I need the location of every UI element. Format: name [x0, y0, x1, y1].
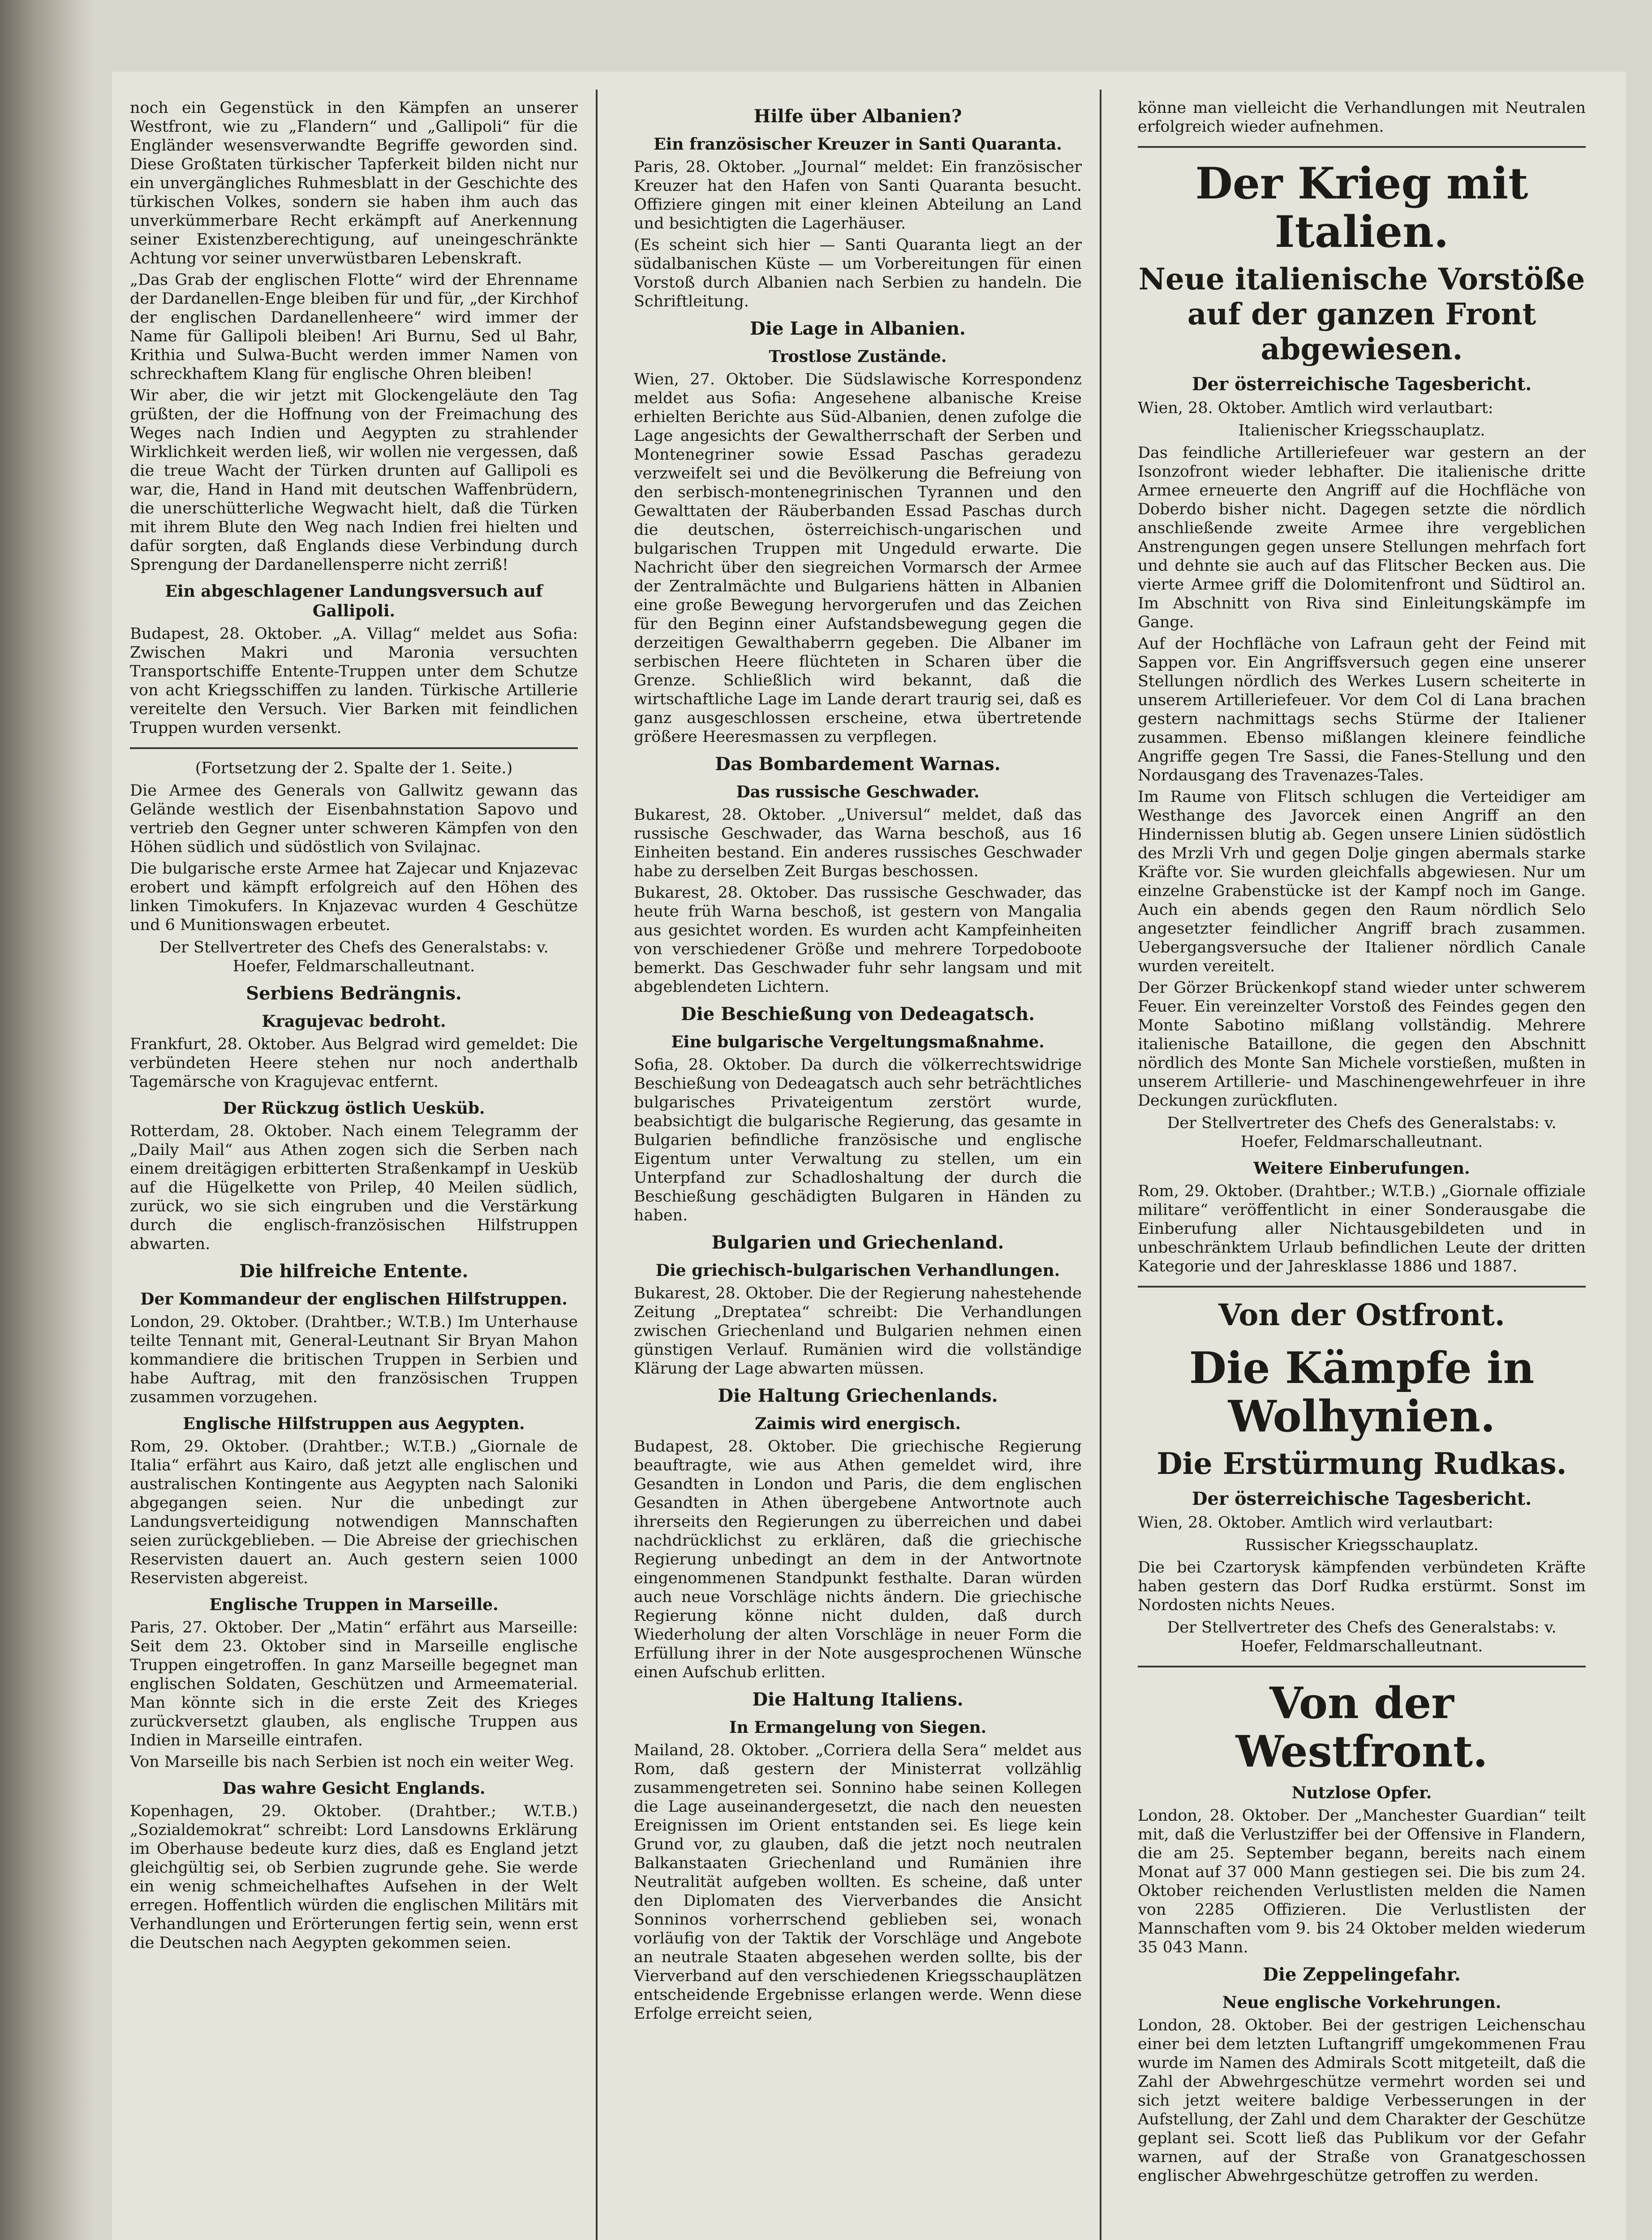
- article-paragraph: Budapest, 28. Oktober. Die griechische Regierung beauftragte, wie aus Athen gemeldet wird, ihre Gesandten in London und Paris, die dem englischen Gesandten in Athen übergebene Antwortnote auch ihrerseits den Regierungen zu überreichen und dabei nachdrücklichst zu erklären, daß die griechische Regierung unbedingt an dem in der Antwortnote eingenommenen Standpunkt festhalte. Daran würden auch neue Vorschläge nichts ändern. Die griechische Regierung könne nicht dulden, daß durch Wiederholung der alten Vorschläge in neuer Form die Erfüllung ihrer in der Note ausgesprochenen Wünsche einen Aufschub erlitten.: [634, 1438, 1082, 1681]
- article-headline: Der österreichische Tagesbericht.: [1192, 1488, 1532, 1509]
- article-headline: Die Haltung Griechenlands.: [718, 1385, 998, 1406]
- article-paragraph: Kopenhagen, 29. Oktober. (Drahtber.; W.T.B.) „Sozialdemokrat“ schreibt: Lord Lansdowns Erklärung im Oberhause bedeute kurz dies, daß es England jetzt gleichgültig sei, ob Serbien zugrunde gehe. Sie werde ein wenig schmeichelhaftes Aufsehen in der Welt erregen. Hoffentlich würden die englischen Militärs mit Verhandlungen und Erörterungen fertig sein, wenn erst die Deutschen nach Aegypten gekommen seien.: [130, 1802, 578, 1952]
- article-paragraph: Das feindliche Artilleriefeuer war gestern an der Isonzofront wieder lebhafter. Die italienische dritte Armee erneuerte den Angriff auf die Hochfläche von Doberdo bisher nicht. Dagegen setzte die nördlich anschließende zweite Armee ihre vergeblichen Anstrengungen gegen unsere Stellungen mehrfach fort und dehnte sie auch auf das Flitscher Becken aus. Die vierte Armee griff die Dolomitenfront und Südtirol an. Im Abschnitt von Riva sind Einleitungskämpfe im Gange.: [1138, 444, 1586, 631]
- article-paragraph: London, 28. Oktober. Bei der gestrigen Leichenschau einer bei dem letzten Luftangriff umgekommenen Frau wurde im Namen des Admirals Scott mitgeteilt, daß die Zahl der Abwehrgeschütze vermehrt worden sei und sich jetzt weitere baldige Verbesserungen in der Aufstellung, der Zahl und dem Charakter der Geschütze geplant sei. Scott ließ das Publikum vor der Gefahr warnen, auf der Straße von Granatgeschossen englischer Abwehrgeschütze getroffen zu werden.: [1138, 2016, 1586, 2185]
- section-heading: Neue italienische Vorstöße auf der ganzen Front abgewiesen.: [1138, 262, 1585, 366]
- article-subheadline: Der Kommandeur der englischen Hilfstruppen.: [140, 1290, 568, 1309]
- dateline-note: Der Stellvertreter des Chefs des Generalstabs: v. Hoefer, Feldmarschalleutnant.: [1167, 1619, 1557, 1655]
- article-subheadline: Englische Truppen in Marseille.: [209, 1595, 499, 1614]
- article-paragraph: Rotterdam, 28. Oktober. Nach einem Telegramm der „Daily Mail“ aus Athen zogen sich die Serben nach einem dreitägigen erbitterten Straßenkampf in Uesküb auf die Hügelkette von Prilep, 40 Meilen südlich, zurück, wo sie sich eingruben und die Verstärkung durch die englisch-französischen Hilfstruppen abwarten.: [130, 1122, 578, 1253]
- article-headline: Der österreichische Tagesbericht.: [1192, 374, 1532, 395]
- article-subheadline: Weitere Einberufungen.: [1253, 1159, 1470, 1178]
- article-paragraph: Die bei Czartorysk kämpfenden verbündeten Kräfte haben gestern das Dorf Rudka erstürmt. Sonst im Nordosten nichts Neues.: [1138, 1559, 1586, 1614]
- article-subheadline: Zaimis wird energisch.: [755, 1414, 961, 1433]
- section-banner: Der Krieg mit Italien.: [1195, 158, 1528, 257]
- section-rule: [1138, 1666, 1586, 1667]
- section-rule: [1138, 1286, 1586, 1288]
- article-headline: Die Lage in Albanien.: [750, 318, 966, 339]
- newspaper-page: [112, 72, 1626, 2240]
- dateline-note: (Fortsetzung der 2. Spalte der 1. Seite.): [195, 759, 513, 777]
- section-heading: Von der Ostfront.: [1218, 1297, 1505, 1332]
- column-divider: [596, 90, 598, 2240]
- article-paragraph: Von Marseille bis nach Serbien ist noch ein weiter Weg.: [130, 1753, 574, 1771]
- column-left: [130, 99, 578, 1955]
- article-headline: Die Haltung Italiens.: [752, 1689, 964, 1710]
- article-paragraph: Paris, 27. Oktober. Der „Matin“ erfährt aus Marseille: Seit dem 23. Oktober sind in Marseille englische Truppen eingetroffen. In ganz Marseille begegnet man englischen Soldaten, Geschützen und Armeematerial. Man könnte sich in die erste Zeit des Krieges zurückversetzt glauben, als englische Truppen aus Indien in Marseille eintrafen.: [130, 1619, 578, 1749]
- section-banner: Die Kämpfe in Wolhynien.: [1189, 1343, 1535, 1442]
- article-paragraph: Der Görzer Brückenkopf stand wieder unter schwerem Feuer. Ein vereinzelter Vorstoß des Feindes gegen den Monte Sabotino mißlang vollständig. Mehrere italienische Bataillone, die gegen den Abschnitt nördlich des Monte San Michele vorstießen, mußten in unserem Artillerie- und Maschinengewehrfeuer in ihre Deckungen zurückfluten.: [1138, 979, 1586, 1110]
- article-paragraph: Im Raume von Flitsch schlugen die Verteidiger am Westhange des Javorcek einen Angriff an den Hindernissen blutig ab. Gegen unsere Linien südöstlich des Mrzli Vrh und gegen Dolje gingen abermals starke Kräfte vor. Sie wurden gleichfalls abgewiesen. Nur um einzelne Grabenstücke ist der Kampf noch im Gange. Auch ein abends gegen den Raum nördlich Selo angesetzter feindlicher Angriff brach zusammen. Uebergangsversuche der Italiener nördlich Canale wurden vereitelt.: [1138, 788, 1586, 975]
- article-subheadline: Kragujevac bedroht.: [262, 1012, 446, 1031]
- dateline-note: Der Stellvertreter des Chefs des Generalstabs: v. Hoefer, Feldmarschalleutnant.: [159, 939, 549, 975]
- dateline-note: Italienischer Kriegsschauplatz.: [1238, 422, 1485, 439]
- article-subheadline: Das russische Geschwader.: [736, 783, 980, 801]
- article-headline: Hilfe über Albanien?: [753, 106, 962, 127]
- column-right: [1138, 99, 1586, 2188]
- book-binding-edge: [0, 0, 94, 2240]
- article-paragraph: Die bulgarische erste Armee hat Zajecar und Knjazevac erobert und kämpft erfolgreich auf den Höhen des linken Timokufers. In Knjazevac wurden 4 Geschütze und 6 Munitionswagen erbeutet.: [130, 860, 578, 934]
- article-subheadline: Der Rückzug östlich Uesküb.: [223, 1099, 485, 1118]
- section-heading: Die Erstürmung Rudkas.: [1157, 1446, 1567, 1481]
- article-paragraph: Auf der Hochfläche von Lafraun geht der Feind mit Sappen vor. Ein Angriffsversuch gegen eine unserer Stellungen nördlich des Werkes Lusern scheiterte in unserem Artilleriefeuer. Vor dem Col di Lana brachen gestern nachmittags sechs Stürme der Italiener zusammen. Ebenso mißlangen kleinere feindliche Angriffe gegen Tre Sassi, die Fanes-Stellung und den Nordausgang des Travenazes-Tales.: [1138, 635, 1586, 784]
- article-paragraph: Bukarest, 28. Oktober. Die der Regierung nahestehende Zeitung „Dreptatea“ schreibt: Die Verhandlungen zwischen Griechenland und Bulgarien nehmen einen günstigen Verlauf. Rumänien wird die vollständige Klärung der Lage abwarten müssen.: [634, 1284, 1082, 1378]
- article-headline: Serbiens Bedrängnis.: [246, 983, 462, 1004]
- article-paragraph: Bukarest, 28. Oktober. Das russische Geschwader, das heute früh Warna beschoß, ist gestern von Mangalia aus gesichtet worden. Es wurden acht Kampfeinheiten von verschiedener Größe und mehrere Torpedoboote bemerkt. Das Geschwader fuhr sehr langsam und mit abgeblendeten Lichtern.: [634, 884, 1082, 996]
- article-paragraph: Die Armee des Generals von Gallwitz gewann das Gelände westlich der Eisenbahnstation Sapovo und vertrieb den Gegner unter schweren Kämpfen von den Höhen südlich und südöstlich von Svilajnac.: [130, 782, 578, 856]
- article-paragraph: Rom, 29. Oktober. (Drahtber.; W.T.B.) „Giornale de Italia“ erfährt aus Kairo, daß jetzt alle englischen und australischen Kontingente aus Aegypten nach Saloniki abgegangen seien. Nur die unbedingt zur Landungsverteidigung notwendigen Mannschaften seien zurückgeblieben. — Die Abreise der griechischen Reservisten dauert an. Auch gestern seien 1000 Reservisten abgereist.: [130, 1438, 578, 1587]
- section-rule: [1138, 146, 1586, 148]
- article-paragraph: noch ein Gegenstück in den Kämpfen an unserer Westfront, wie zu „Flandern“ und „Gallipoli“ für die Engländer wesensverwandte Begriffe geworden sind. Diese Großtaten türkischer Tapferkeit bilden nicht nur ein unvergängliches Ruhmesblatt in der Geschichte des türkischen Volkes, sondern sie haben ihm auch das unverkümmerbare Recht erkämpft auf Anerkennung seiner Existenzberechtigung, auf uneingeschränkte Achtung vor seiner unverwüstbaren Lebenskraft.: [130, 99, 578, 267]
- section-banner: Von der Westfront.: [1235, 1678, 1488, 1777]
- article-subheadline: Englische Hilfstruppen aus Aegypten.: [183, 1414, 525, 1433]
- column-divider: [1100, 90, 1101, 2240]
- article-paragraph: Paris, 28. Oktober. „Journal“ meldet: Ein französischer Kreuzer hat den Hafen von Santi Quaranta besucht. Offiziere gingen mit einer kleinen Abteilung an Land und besichtigten die Lagerhäuser.: [634, 158, 1082, 233]
- article-paragraph: Bukarest, 28. Oktober. „Universul“ meldet, daß das russische Geschwader, das Warna beschoß, aus 16 Einheiten bestand. Ein anderes russisches Geschwader habe zu derselben Zeit Burgas beschossen.: [634, 806, 1082, 880]
- article-paragraph: könne man vielleicht die Verhandlungen mit Neutralen erfolgreich wieder aufnehmen.: [1138, 99, 1586, 136]
- article-paragraph: Mailand, 28. Oktober. „Corriera della Sera“ meldet aus Rom, daß gestern der Ministerrat vollzählig zusammengetreten sei. Sonnino habe seinen Kollegen die Lage auseinandergesetzt, die nach den neuesten Ereignissen im Orient entstanden sei. Es liege kein Grund vor, zu glauben, daß die jetzt noch neutralen Balkanstaaten Griechenland und Rumänien ihre Neutralität aufgeben wollten. Es scheine, daß unter den Diplomaten des Vierverbandes die Ansicht Sonninos vorherrschend geblieben sei, wonach vorläufig von der Taktik der Vorschläge und Angebote an neutrale Staaten abgesehen werden sollte, bis der Vierverband auf den verschiedenen Kriegsschauplätzen entscheidende Ergebnisse erlangen werde. Wenn diese Erfolge erreicht seien,: [634, 1741, 1082, 2023]
- column-middle: [634, 99, 1082, 2026]
- article-headline: Die Zeppelingefahr.: [1263, 1964, 1461, 1985]
- article-paragraph: Wien, 28. Oktober. Amtlich wird verlautbart:: [1138, 1514, 1493, 1532]
- article-subheadline: Ein abgeschlagener Landungsversuch auf Gallipoli.: [165, 582, 543, 620]
- article-paragraph: Sofia, 28. Oktober. Da durch die völkerrechtswidrige Beschießung von Dedeagatsch auch sehr beträchtliches bulgarisches Privateigentum zerstört wurde, beabsichtigt die bulgarische Regierung, das gesamte in Bulgarien befindliche französische und englische Eigentum unter Verwaltung zu stellen, um ein Unterpfand zur Schadloshaltung der durch die Beschießung geschädigten Bulgaren in Händen zu haben.: [634, 1056, 1082, 1224]
- dateline-note: Russischer Kriegsschauplatz.: [1245, 1536, 1479, 1554]
- article-headline: Die hilfreiche Entente.: [239, 1261, 469, 1282]
- section-rule: [130, 747, 578, 749]
- dateline-note: Der Stellvertreter des Chefs des Generalstabs: v. Hoefer, Feldmarschalleutnant.: [1167, 1114, 1557, 1151]
- article-paragraph: London, 29. Oktober. (Drahtber.; W.T.B.) Im Unterhause teilte Tennant mit, General-Leutnant Sir Bryan Mahon kommandiere die britischen Truppen in Serbien und habe Auftrag, mit den französischen Truppen zusammen vorzugehen.: [130, 1313, 578, 1406]
- article-paragraph: Wir aber, die wir jetzt mit Glockengeläute den Tag grüßten, der die Hoffnung von der Freimachung des Weges nach Indien und Aegypten zu strahlender Wirklichkeit werden ließ, wir wollen nie vergessen, daß die treue Wacht der Türken drunten auf Gallipoli es war, die, Hand in Hand mit deutschen Waffenbrüdern, die unerschütterliche Wegwacht hielt, daß die Türken mit ihrem Blute den Weg nach Indien frei hielten und dafür sorgten, daß Englands diese Verbindung durch Sprengung der Dardanellensperre nicht zerriß!: [130, 387, 578, 574]
- article-subheadline: Eine bulgarische Vergeltungsmaßnahme.: [671, 1033, 1045, 1051]
- article-subheadline: Ein französischer Kreuzer in Santi Quaranta.: [654, 135, 1062, 154]
- article-paragraph: Wien, 28. Oktober. Amtlich wird verlautbart:: [1138, 399, 1493, 417]
- article-subheadline: Die griechisch-bulgarischen Verhandlungen.: [655, 1261, 1060, 1280]
- article-subheadline: In Ermangelung von Siegen.: [729, 1718, 987, 1737]
- article-headline: Bulgarien und Griechenland.: [711, 1232, 1004, 1253]
- article-paragraph: „Das Grab der englischen Flotte“ wird der Ehrenname der Dardanellen-Enge bleiben für und für, „der Kirchhof der englischen Dardanellenheere“ wird immer der Name für Gallipoli bleiben! Ari Burnu, Sed ul Bahr, Krithia und Sulwa-Bucht werden immer Namen von schreckhaftem Klang für englische Ohren bleiben!: [130, 271, 578, 383]
- article-headline: Das Bombardement Warnas.: [715, 754, 1001, 775]
- article-subheadline: Nutzlose Opfer.: [1291, 1783, 1432, 1802]
- article-headline: Die Beschießung von Dedeagatsch.: [680, 1004, 1035, 1025]
- article-paragraph: Budapest, 28. Oktober. „A. Villag“ meldet aus Sofia: Zwischen Makri und Maronia versuchten Transportschiffe Entente-Truppen unter dem Schutze von acht Kriegsschiffen zu landen. Türkische Artillerie vereitelte den Versuch. Vier Barken mit feindlichen Truppen wurden versenkt.: [130, 625, 578, 737]
- article-paragraph: (Es scheint sich hier — Santi Quaranta liegt an der südalbanischen Küste — um Vorbereitungen für einen Vorstoß durch Albanien nach Serbien zu handeln. Die Schriftleitung.: [634, 236, 1082, 310]
- article-paragraph: London, 28. Oktober. Der „Manchester Guardian“ teilt mit, daß die Verlustziffer bei der Offensive in Flandern, die am 25. September begann, bereits nach einem Monat auf 37 000 Mann gestiegen sei. Die bis zum 24. Oktober reichenden Verlustlisten melden die Namen von 2285 Offizieren. Die Verlustlisten der Mannschaften vom 9. bis 24 Oktober melden wiederum 35 043 Mann.: [1138, 1807, 1586, 1956]
- article-paragraph: Frankfurt, 28. Oktober. Aus Belgrad wird gemeldet: Die verbündeten Heere stehen nur noch anderthalb Tagemärsche von Kragujevac entfernt.: [130, 1035, 578, 1091]
- article-subheadline: Das wahre Gesicht Englands.: [222, 1779, 486, 1798]
- article-subheadline: Neue englische Vorkehrungen.: [1222, 1993, 1501, 2012]
- article-paragraph: Rom, 29. Oktober. (Drahtber.; W.T.B.) „Giornale offiziale militare“ veröffentlicht in einer Sonderausgabe die Einberufung aller Nichtausgebildeten und in unbeschränktem Urlaub befindlichen Leute der dritten Kategorie und der Jahresklasse 1886 und 1887.: [1138, 1182, 1586, 1275]
- article-subheadline: Trostlose Zustände.: [769, 347, 947, 366]
- article-paragraph: Wien, 27. Oktober. Die Südslawische Korrespondenz meldet aus Sofia: Angesehene albanische Kreise erhielten Berichte aus Süd-Albanien, denen zufolge die Lage angesichts der Gewaltherrschaft der Serben und Montenegriner sowie Essad Paschas geradezu verzweifelt sei und die Bevölkerung die Befreiung von den serbisch-montenegrinischen Tyrannen und den Gewalttaten der Räuberbanden Essad Paschas durch die deutschen, österreichisch-ungarischen und bulgarischen Truppen mit Ungeduld erwarte. Die Nachricht über den siegreichen Vormarsch der Armee der Zentralmächte und Bulgariens hätten in Albanien eine große Bewegung hervorgerufen und das Zeichen für den Beginn einer Aufstandsbewegung gegen die derzeitigen Gewalthaberrn gegeben. Die Albaner im serbischen Heere flüchteten in Scharen über die Grenze. Schließlich wird bekannt, daß die wirtschaftliche Lage im Lande derart traurig sei, daß es ganz ausgeschlossen erscheine, etwa übertretende größere Heeresmassen zu verpflegen.: [634, 370, 1082, 746]
